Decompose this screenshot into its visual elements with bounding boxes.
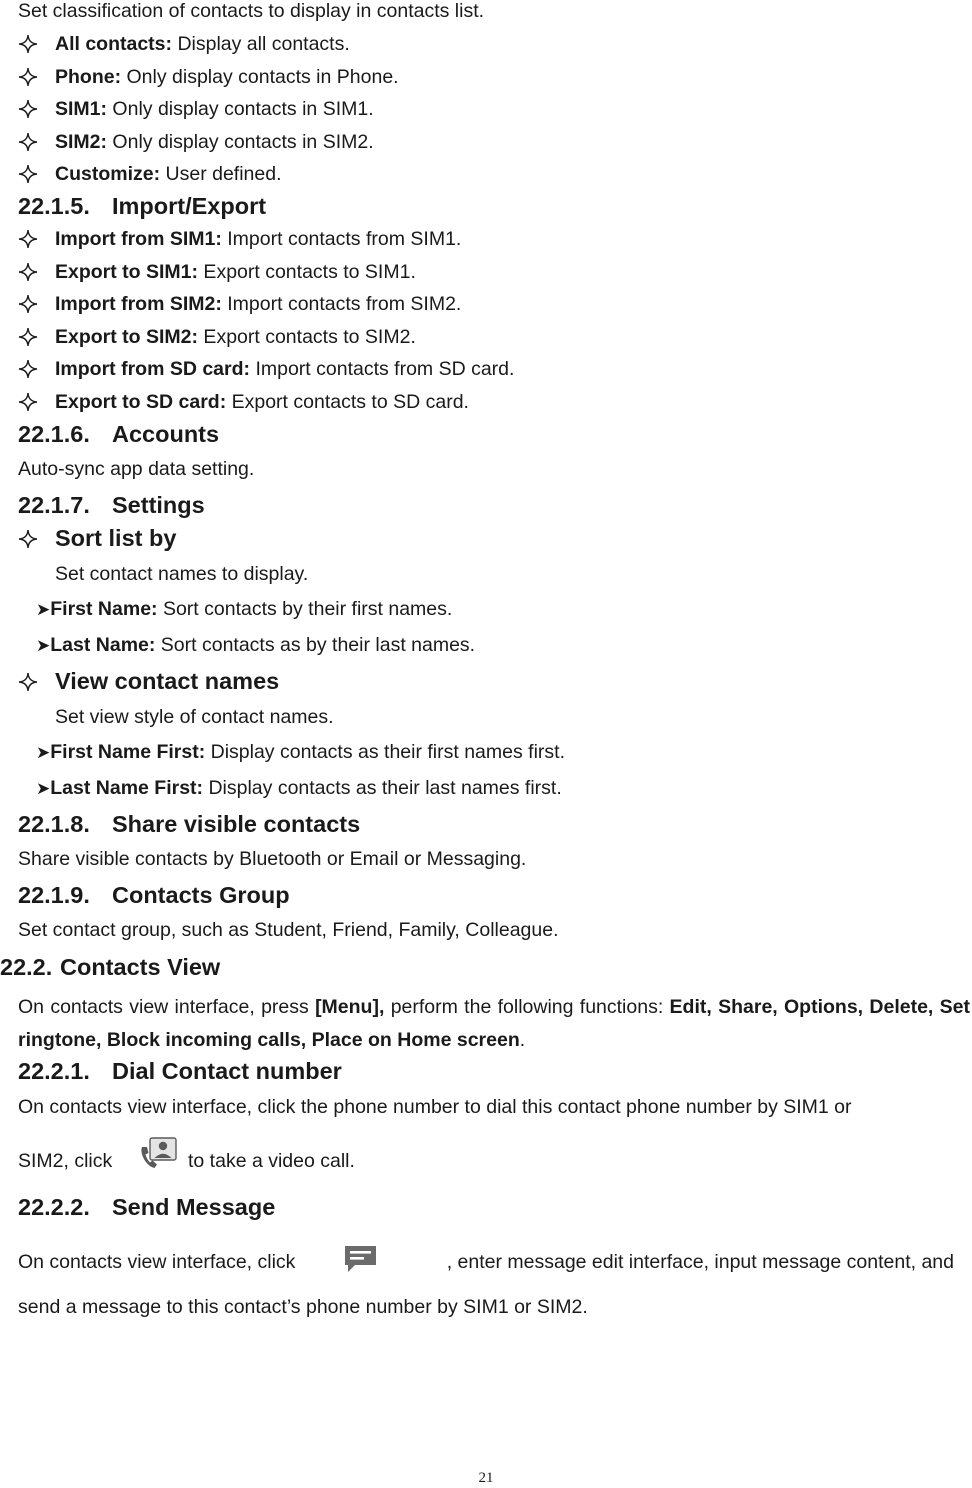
diamond-bullet-icon: [18, 164, 38, 184]
list-item: Export to SIM1: Export contacts to SIM1.: [55, 261, 416, 283]
list-item: ➤First Name: Sort contacts by their first names.: [36, 598, 453, 620]
section-heading: 22.2.1. Dial Contact number: [18, 1058, 342, 1084]
list-item: Phone: Only display contacts in Phone.: [55, 66, 399, 88]
diamond-bullet-icon: [18, 392, 38, 412]
section-body: Auto-sync app data setting.: [18, 458, 255, 480]
page-number: 21: [478, 1470, 494, 1486]
list-item: ➤First Name First: Display contacts as their first names first.: [36, 741, 565, 763]
list-item: ➤Last Name First: Display contacts as their last names first.: [36, 777, 562, 799]
list-item: All contacts: Display all contacts.: [55, 33, 350, 55]
arrow-bullet-icon: ➤: [36, 743, 51, 762]
list-item: SIM1: Only display contacts in SIM1.: [55, 98, 374, 120]
arrow-bullet-icon: ➤: [36, 779, 51, 798]
diamond-bullet-icon: [18, 327, 38, 347]
list-item: Customize: User defined.: [55, 163, 282, 185]
diamond-bullet-icon: [18, 99, 38, 119]
section-heading: 22.2.2. Send Message: [18, 1194, 276, 1220]
diamond-bullet-icon: [18, 67, 38, 87]
list-item: Export to SD card: Export contacts to SD card.: [55, 391, 469, 413]
list-item: SIM2: Only display contacts in SIM2.: [55, 131, 374, 153]
diamond-bullet-icon: [18, 132, 38, 152]
list-item: Export to SIM2: Export contacts to SIM2.: [55, 326, 416, 348]
section-body: , enter message edit interface, input message content, and: [446, 1251, 954, 1273]
list-item: Import from SIM1: Import contacts from SIM1.: [55, 228, 462, 250]
diamond-bullet-icon: [18, 229, 38, 249]
section-heading: 22.1.6. Accounts: [18, 421, 220, 447]
section-body: to take a video call.: [188, 1150, 355, 1172]
subsection-title: View contact names: [55, 668, 280, 694]
section-body: On contacts view interface, click the phone number to dial this contact phone number by SIM1 or: [18, 1096, 852, 1118]
diamond-bullet-icon: [18, 294, 38, 314]
subsection-desc: Set contact names to display.: [55, 563, 309, 585]
section-body: send a message to this contact’s phone number by SIM1 or SIM2.: [18, 1296, 588, 1318]
section-body: SIM2, click: [18, 1150, 113, 1172]
section-body: Set contact group, such as Student, Friend, Family, Colleague.: [18, 919, 559, 941]
diamond-bullet-icon: [18, 262, 38, 282]
section-heading: 22.1.9. Contacts Group: [18, 882, 290, 908]
diamond-bullet-icon: [18, 34, 38, 54]
arrow-bullet-icon: ➤: [36, 636, 51, 655]
section-heading: 22.1.7. Settings: [18, 492, 205, 518]
diamond-bullet-icon: [18, 529, 38, 549]
list-item: Import from SD card: Import contacts from SD card.: [55, 358, 515, 380]
section-heading: 22.1.5. Import/Export: [18, 193, 267, 219]
diamond-bullet-icon: [18, 359, 38, 379]
section-body: On contacts view interface, press [Menu], perform the following functions: Edit, Share, Options, Delete, Set ringtone, Block incoming calls, Place on Home screen.: [18, 996, 970, 1051]
subsection-title: Sort list by: [55, 525, 177, 551]
list-item: Import from SIM2: Import contacts from SIM2.: [55, 293, 462, 315]
video-call-icon: [138, 1135, 178, 1171]
chapter-heading: 22.2. Contacts View: [0, 954, 221, 980]
subsection-desc: Set view style of contact names.: [55, 706, 334, 728]
diamond-bullet-icon: [18, 672, 38, 692]
section-body: On contacts view interface, click: [18, 1251, 296, 1273]
section-heading: 22.1.8. Share visible contacts: [18, 811, 361, 837]
list-item: ➤Last Name: Sort contacts as by their last names.: [36, 634, 476, 656]
arrow-bullet-icon: ➤: [36, 600, 51, 619]
intro-text: Set classification of contacts to display in contacts list.: [18, 0, 485, 22]
section-body: Share visible contacts by Bluetooth or Email or Messaging.: [18, 848, 527, 870]
